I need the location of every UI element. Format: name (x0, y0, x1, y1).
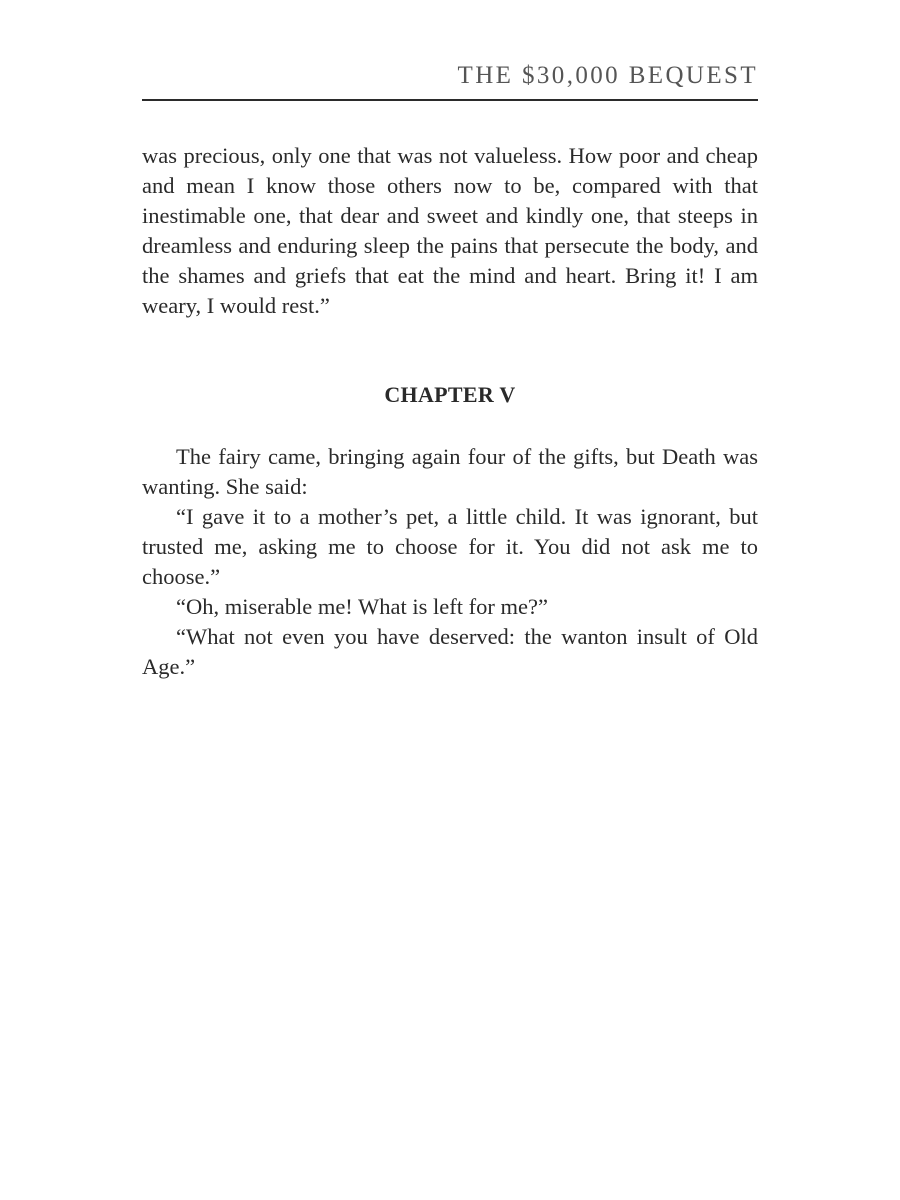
header-rule (142, 99, 758, 101)
paragraph: “What not even you have deserved: the wanton insult of Old Age.” (142, 624, 758, 679)
paragraph: was precious, only one that was not valueless. How poor and cheap and mean I know those others now to be, compared with that inestimable one, that dear and sweet and kindly one, that steeps in dreamless and enduring sleep the pains that persecute the body, and the shames and griefs that eat the mind and heart. Bring it! I am weary, I would rest.” (142, 143, 758, 318)
chapter-text-block (142, 442, 758, 682)
chapter-heading: CHAPTER V (384, 382, 516, 407)
paragraph: “Oh, miserable me! What is left for me?” (176, 594, 548, 619)
paragraph: The fairy came, bringing again four of the gifts, but Death was wanting. She said: (142, 444, 758, 499)
paragraph: “I gave it to a mother’s pet, a little child. It was ignorant, but trusted me, asking me to choose for it. You did not ask me to choose.” (142, 504, 758, 589)
running-head: THE $30,000 BEQUEST (457, 62, 758, 89)
continued-text-block (142, 141, 758, 321)
